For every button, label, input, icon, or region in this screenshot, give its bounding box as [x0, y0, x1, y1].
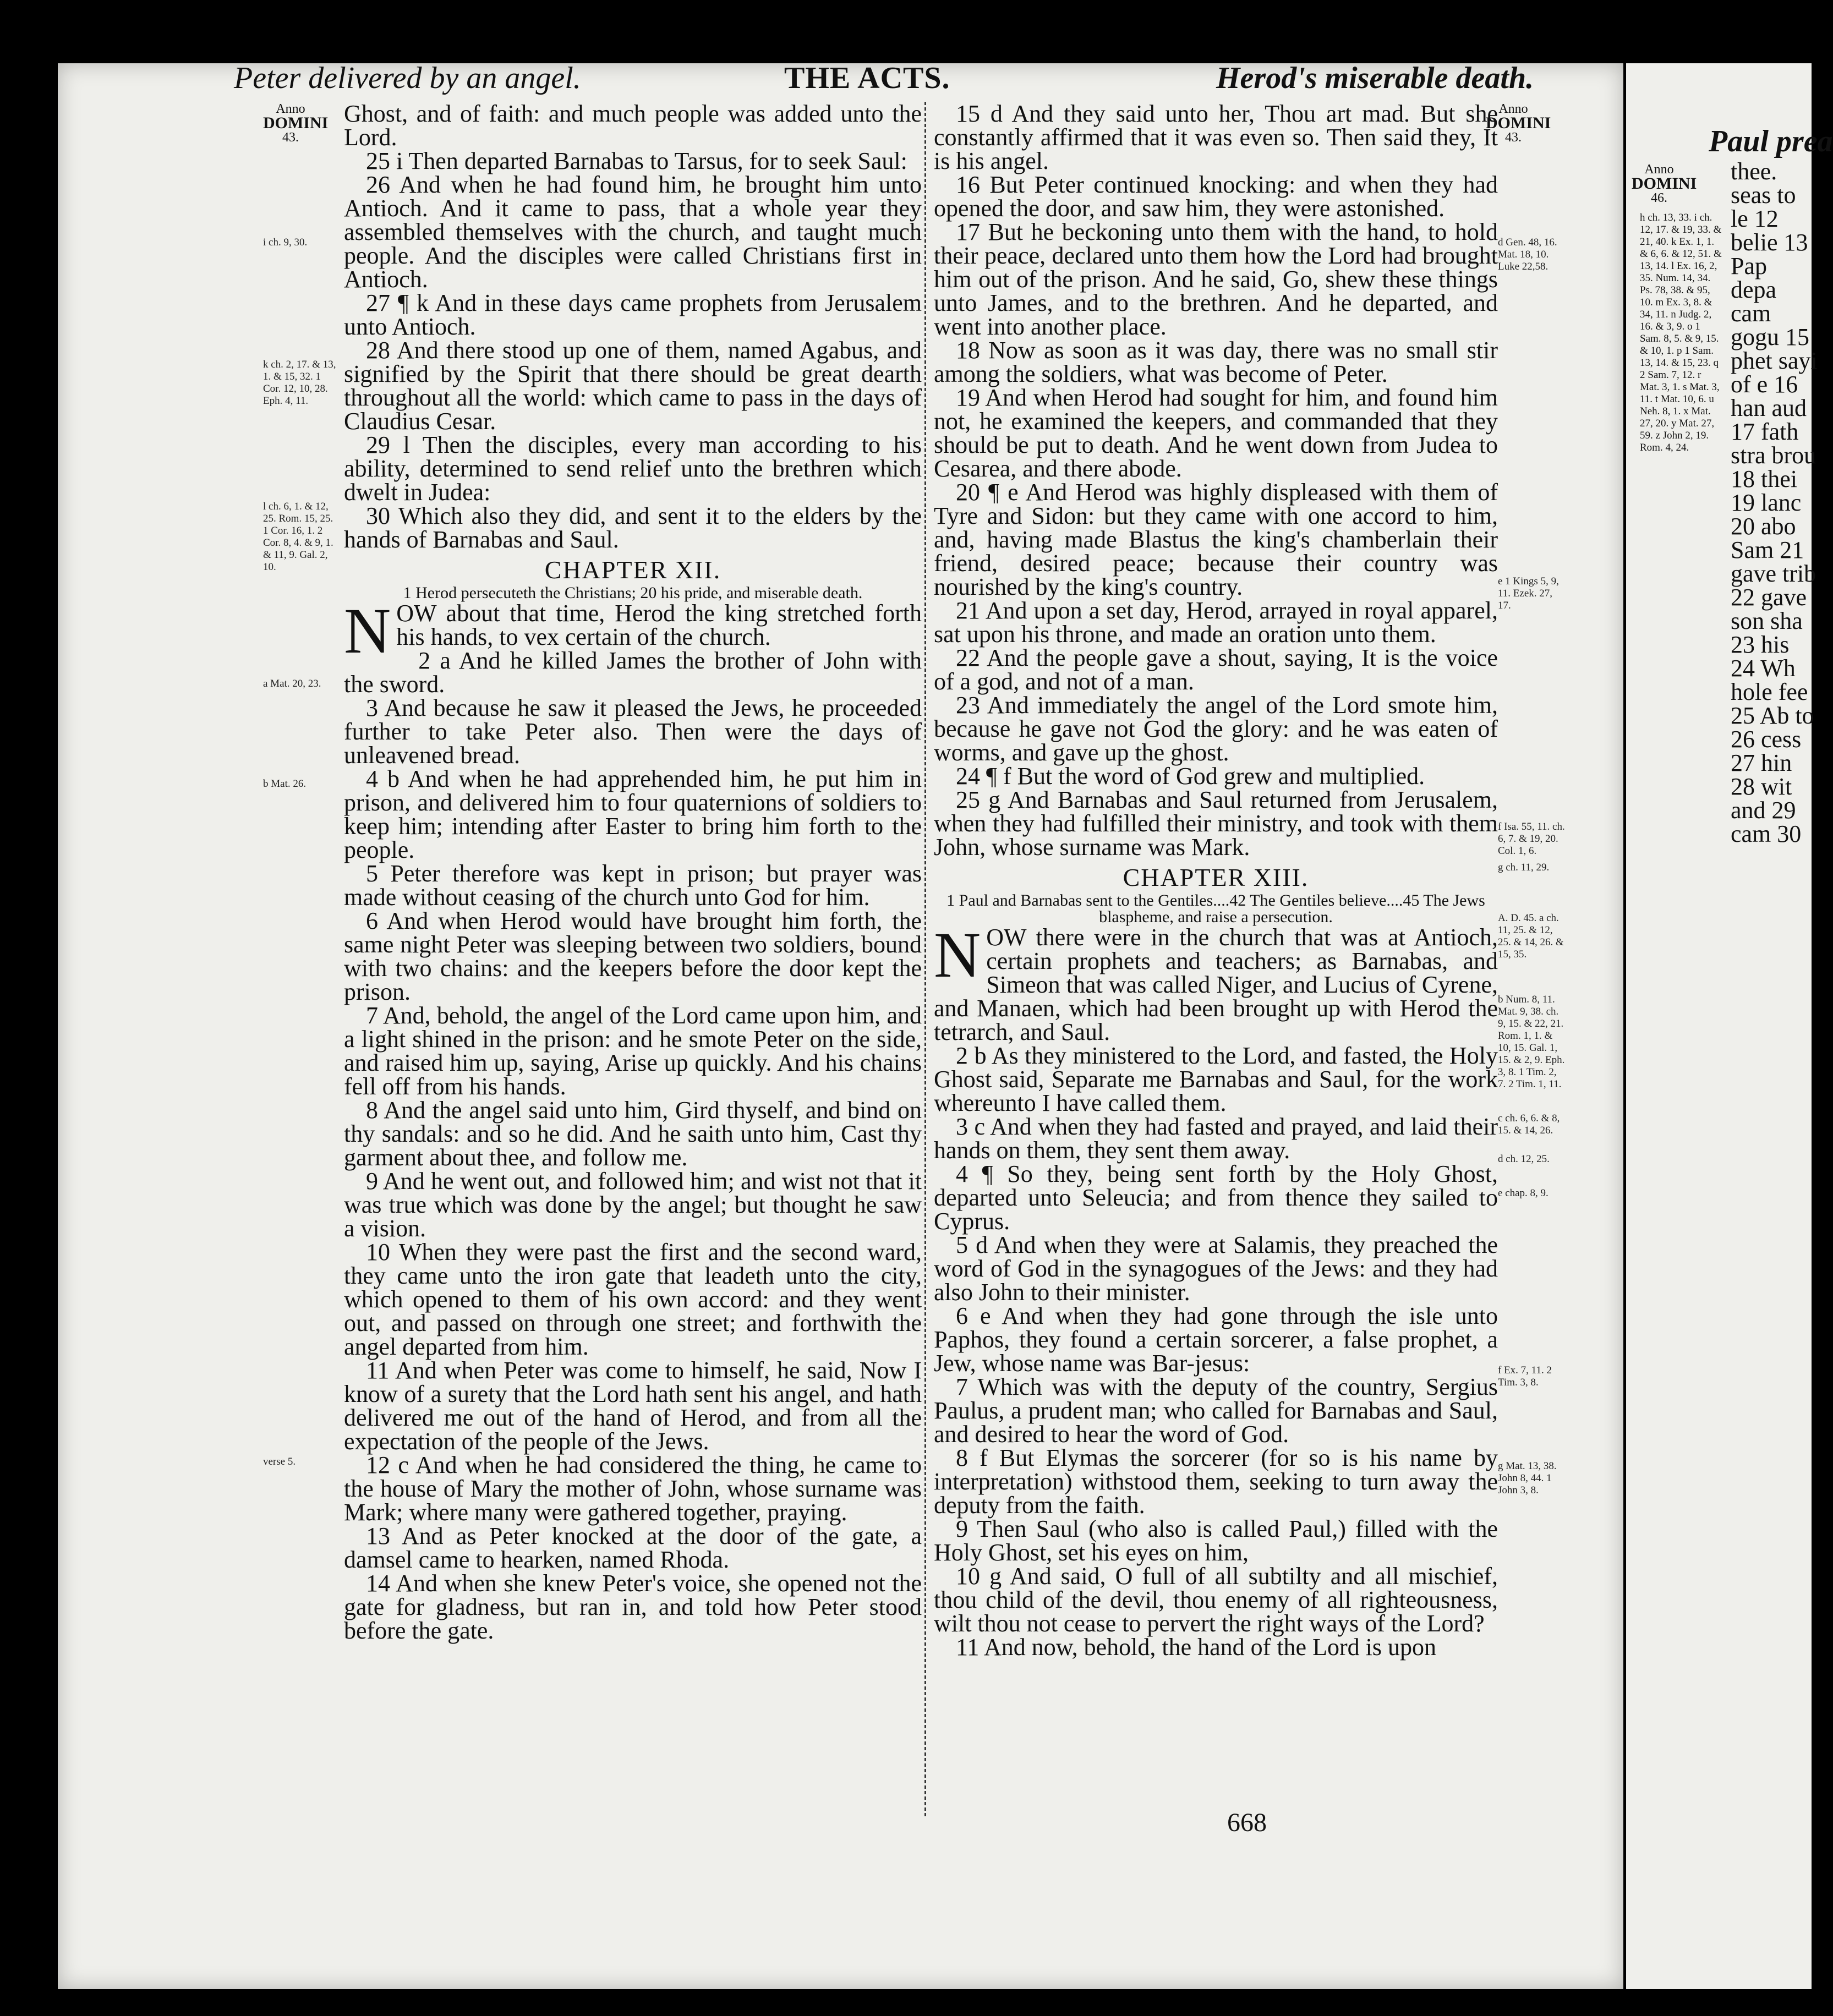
margin-note: l ch. 6, 1. & 12, 25. Rom. 15, 25. 1 Cor. 16, 1. 2 Cor. 8, 4. & 9, 1. & 11, 9. Gal. 2, 10.: [263, 501, 333, 573]
margin-note: e 1 Kings 5, 9, 11. Ezek. 27, 17.: [1498, 576, 1559, 611]
margin-note: g ch. 11, 29.: [1498, 862, 1550, 873]
anno-domini-left: [263, 102, 329, 145]
next-page-text: thee. seas to le 12 belie 13 Pap depa cam gogu 15 phet sayi of e 16 han aud 17 fath stra brou 18 thei 19 lanc 20 abo Sam 21 gave trib 22 gave son sha 23 his 24 Wh hole fee 25 Ab to 26 cess 27 hin 28 wit and 29 cam 30: [1731, 158, 1818, 847]
anno-domini: DOMINI: [1632, 174, 1697, 193]
verse-first: [344, 595, 922, 667]
verse: 16 But Peter continued knocking: and when they had opened the door, and saw him, they were astonished.: [934, 171, 1498, 222]
chapter-summary: 1 Paul and Barnabas sent to the Gentiles....42 The Gentiles believe....45 The Jews blaspheme, and raise a persecution.: [946, 891, 1485, 926]
anno-domini: DOMINI: [263, 114, 329, 132]
margin-note: b Mat. 26.: [263, 778, 307, 790]
chapter-summary: 1 Herod persecuteth the Christians; 20 his pride, and miserable death.: [403, 584, 863, 602]
margin-note: e chap. 8, 9.: [1498, 1187, 1549, 1199]
verse: 4 b And when he had apprehended him, he put him in prison, and delivered him to four quaternions of soldiers to keep him; intending after Easter to bring him forth to the people.: [344, 765, 922, 863]
anno-year: 43.: [282, 130, 299, 145]
verse: 28 And there stood up one of them, named Agabus, and signified by the Spirit that there should be great dearth throughout all the world: which came to pass in the days of Claudius Cesar.: [344, 337, 922, 435]
margin-note: verse 5.: [263, 1456, 296, 1467]
column-left: [344, 102, 922, 1642]
verse: 8 And the angel said unto him, Gird thyself, and bind on thy sandals: and so he did. And he saith unto him, Cast thy garment about thee, and follow me.: [344, 1097, 922, 1171]
verse: 10 g And said, O full of all subtilty and all mischief, thou child of the devil, thou enemy of all righteousness, wilt thou not cease to pervert the right ways of the Lord?: [934, 1563, 1498, 1637]
verse: 14 And when she knew Peter's voice, she opened not the gate for gladness, but ran in, and told how Peter stood before the gate.: [344, 1570, 922, 1644]
column-right: [934, 102, 1498, 1659]
margin-note: i ch. 9, 30.: [263, 237, 308, 248]
verse: 10 When they were past the first and the second ward, they came unto the iron gate that leadeth unto the city, which opened to them of his own accord: and they went out, and passed on through one street; and forthwith the angel departed from him.: [344, 1239, 922, 1360]
verse: 2 a And he killed James the brother of John with the sword.: [344, 647, 922, 698]
verse: 24 ¶ f But the word of God grew and multiplied.: [956, 763, 1425, 790]
verse: 7 Which was with the deputy of the country, Sergius Paulus, a prudent man; who called for Barnabas and Saul, and desired to hear the word of God.: [934, 1373, 1498, 1448]
chapter-heading: CHAPTER XIII.: [1123, 863, 1309, 891]
verse: 30 Which also they did, and sent it to the elders by the hands of Barnabas and Saul.: [344, 502, 922, 553]
verse: 23 And immediately the angel of the Lord smote him, because he gave not God the glory: and he was eaten of worms, and gave up the ghost.: [934, 692, 1498, 766]
verse: 25 i Then departed Barnabas to Tarsus, for to seek Saul:: [366, 147, 907, 174]
anno-label: Anno: [1498, 102, 1528, 116]
verse: 15 d And they said unto her, Thou art mad. But she constantly affirmed that it was even so. Then said they, It is his angel.: [934, 100, 1498, 174]
verse: 3 c And when they had fasted and prayed, and laid their hands on them, they sent them away.: [934, 1113, 1498, 1164]
verse: 11 And now, behold, the hand of the Lord is upon: [956, 1634, 1436, 1661]
margin-note: g Mat. 13, 38. John 8, 44. 1 John 3, 8.: [1498, 1460, 1557, 1496]
running-head-left: Peter delivered by an angel.: [234, 61, 581, 95]
verse: 9 Then Saul (who also is called Paul,) filled with the Holy Ghost, set his eyes on him,: [934, 1515, 1498, 1566]
anno-label: Anno: [1644, 162, 1674, 177]
margin-note: f Ex. 7, 11. 2 Tim. 3, 8.: [1498, 1365, 1552, 1388]
margin-notes-left: [263, 237, 340, 1472]
margin-notes-right: [1498, 237, 1567, 1501]
verse: 17 But he beckoning unto them with the hand, to hold their peace, declared unto them how the Lord had brought him out of the prison. And he said, Go, shew these things unto James, and to the brethren. And he departed, and went into another place.: [934, 218, 1498, 340]
anno-year: 43.: [1505, 130, 1522, 145]
verse: 13 And as Peter knocked at the door of the gate, a damsel came to hearken, named Rhoda.: [344, 1522, 922, 1573]
verse: 4 ¶ So they, being sent forth by the Holy Ghost, departed unto Seleucia; and from thence they sailed to Cyprus.: [934, 1160, 1498, 1235]
page-right-partial: [1626, 63, 1833, 1989]
margin-note: d Gen. 48, 16. Mat. 18, 10. Luke 22,58.: [1498, 237, 1557, 272]
verse: 19 And when Herod had sought for him, and found him not, he examined the keepers, and commanded that they should be put to death. And he went down from Judea to Cesarea, and there abode.: [934, 384, 1498, 482]
verse-text: OW about that time, Herod the king stretched forth his hands, to vex certain of the church.: [396, 600, 922, 650]
margin-note: c ch. 6, 6. & 8, 15. & 14, 26.: [1498, 1113, 1560, 1136]
running-head-title: THE ACTS.: [784, 61, 950, 95]
verse: 18 Now as soon as it was day, there was no small stir among the soldiers, what was become of Peter.: [934, 337, 1498, 387]
next-page-notes: h ch. 13, 33. i ch. 12, 17. & 19, 33. & 21, 40. k Ex. 1, 1. & 6, 6. & 12, 51. & 13, 14. l Ex. 16, 2, 35. Num. 14, 34. Ps. 78, 38. & 95, 10. m Ex. 3, 8. & 34, 11. n Judg. 2, 16. & 3, 9. o 1 Sam. 8, 5. & 9, 15. & 10, 1. p 1 Sam. 13, 14. & 15, 23. q 2 Sam. 7, 12. r Mat. 3, 1. s Mat. 3, 11. t Mat. 10, 6. u Neh. 8, 1. x Mat. 27, 20. y Mat. 27, 59. z John 2, 19. Rom. 4, 24.: [1640, 212, 1722, 453]
verse: 12 c And when he had considered the thing, he came to the house of Mary the mother of John, whose surname was Mark; where many were gathered together, praying.: [344, 1451, 922, 1526]
margin-note: k ch. 2, 17. & 13, 1. & 15, 32. 1 Cor. 12, 10, 28. Eph. 4, 11.: [263, 359, 336, 407]
verse: 27 ¶ k And in these days came prophets from Jerusalem unto Antioch.: [344, 289, 922, 340]
verse: 25 g And Barnabas and Saul returned from Jerusalem, when they had fulfilled their ministry, and took with them John, whose surname was Mark.: [934, 786, 1498, 861]
anno-domini: DOMINI: [1486, 114, 1551, 132]
verse: 20 ¶ e And Herod was highly displeased with them of Tyre and Sidon: but they came with one accord to him, and, having made Blastus the king's chamberlain their friend, desired peace; because their country was nourished by the king's country.: [934, 479, 1498, 600]
verse: Ghost, and of faith: and much people was added unto the Lord.: [344, 100, 922, 151]
drop-cap: N: [344, 595, 391, 667]
verse: 11 And when Peter was come to himself, he said, Now I know of a surety that the Lord hath sent his angel, and hath delivered me out of the hand of Herod, and from all the expectation of the people of the Jews.: [344, 1357, 922, 1455]
column-divider: [924, 102, 926, 1818]
next-page-anno: [1632, 162, 1697, 205]
verse: 3 And because he saw it pleased the Jews, he proceeded further to take Peter also. Then were the days of unleavened bread.: [344, 694, 922, 769]
drop-cap: N: [934, 919, 981, 991]
margin-note: a Mat. 20, 23.: [263, 678, 321, 689]
verse: 7 And, behold, the angel of the Lord came upon him, and a light shined in the prison: and he smote Peter on the side, and raised him up, saying, Arise up quickly. And his chains fell off from his hands.: [344, 1002, 922, 1100]
verse: 9 And he went out, and followed him; and wist not that it was true which was done by the angel; but thought he saw a vision.: [344, 1168, 922, 1242]
verse: 22 And the people gave a shout, saying, It is the voice of a god, and not of a man.: [934, 644, 1498, 695]
verse-text: OW there were in the church that was at Antioch, certain prophets and teachers; as Barnabas, and Simeon that was called Niger, and Lucius of Cyrene, and Manaen, which had been brought up with Herod the tetrarch, and Saul.: [934, 924, 1498, 1045]
chapter-heading: CHAPTER XII.: [544, 556, 721, 584]
margin-note: b Num. 8, 11. Mat. 9, 38. ch. 9, 15. & 22, 21. Rom. 1, 1. & 10, 15. Gal. 1, 15. & 2, 9. Eph. 3, 8. 1 Tim. 2, 7. 2 Tim. 1, 11.: [1498, 994, 1565, 1090]
margin-note: d ch. 12, 25.: [1498, 1153, 1550, 1165]
verse: 8 f But Elymas the sorcerer (for so is his name by interpretation) withstood them, seeking to turn away the deputy from the faith.: [934, 1444, 1498, 1519]
verse: 29 l Then the disciples, every man according to his ability, determined to send relief unto the brethren which dwelt in Judea:: [344, 431, 922, 506]
anno-year: 46.: [1651, 191, 1667, 205]
verse: 2 b As they ministered to the Lord, and fasted, the Holy Ghost said, Separate me Barnabas and Saul, for the work whereunto I have called them.: [934, 1042, 1498, 1116]
margin-note: f Isa. 55, 11. ch. 6, 7. & 19, 20. Col. 1, 6.: [1498, 821, 1565, 857]
verse: 6 e And when they had gone through the isle unto Paphos, they found a certain sorcerer, a false prophet, a Jew, whose name was Bar-jesus:: [934, 1302, 1498, 1377]
running-head-right: Herod's miserable death.: [1216, 61, 1534, 95]
verse: 6 And when Herod would have brought him forth, the same night Peter was sleeping between two soldiers, bound with two chains: and the keepers before the door kept the prison.: [344, 907, 922, 1005]
anno-label: Anno: [276, 102, 305, 116]
margin-note: A. D. 45. a ch. 11, 25. & 12, 25. & 14, 26. & 15, 35.: [1498, 912, 1564, 960]
verse: 5 d And when they were at Salamis, they preached the word of God in the synagogues of the Jews: and they had also John to their minister.: [934, 1231, 1498, 1306]
verse-first: [934, 919, 1498, 1045]
page-number: 668: [1227, 1808, 1267, 1837]
verse: 26 And when he had found him, he brought him unto Antioch. And it came to pass, that a whole year they assembled themselves with the church, and taught much people. And the disciples were called Christians first in Antioch.: [344, 171, 922, 293]
verse: 5 Peter therefore was kept in prison; but prayer was made without ceasing of the church unto God for him.: [344, 860, 922, 911]
next-page-header: Paul prea: [1709, 124, 1833, 158]
verse: 21 And upon a set day, Herod, arrayed in royal apparel, sat upon his throne, and made an oration unto them.: [934, 597, 1498, 648]
